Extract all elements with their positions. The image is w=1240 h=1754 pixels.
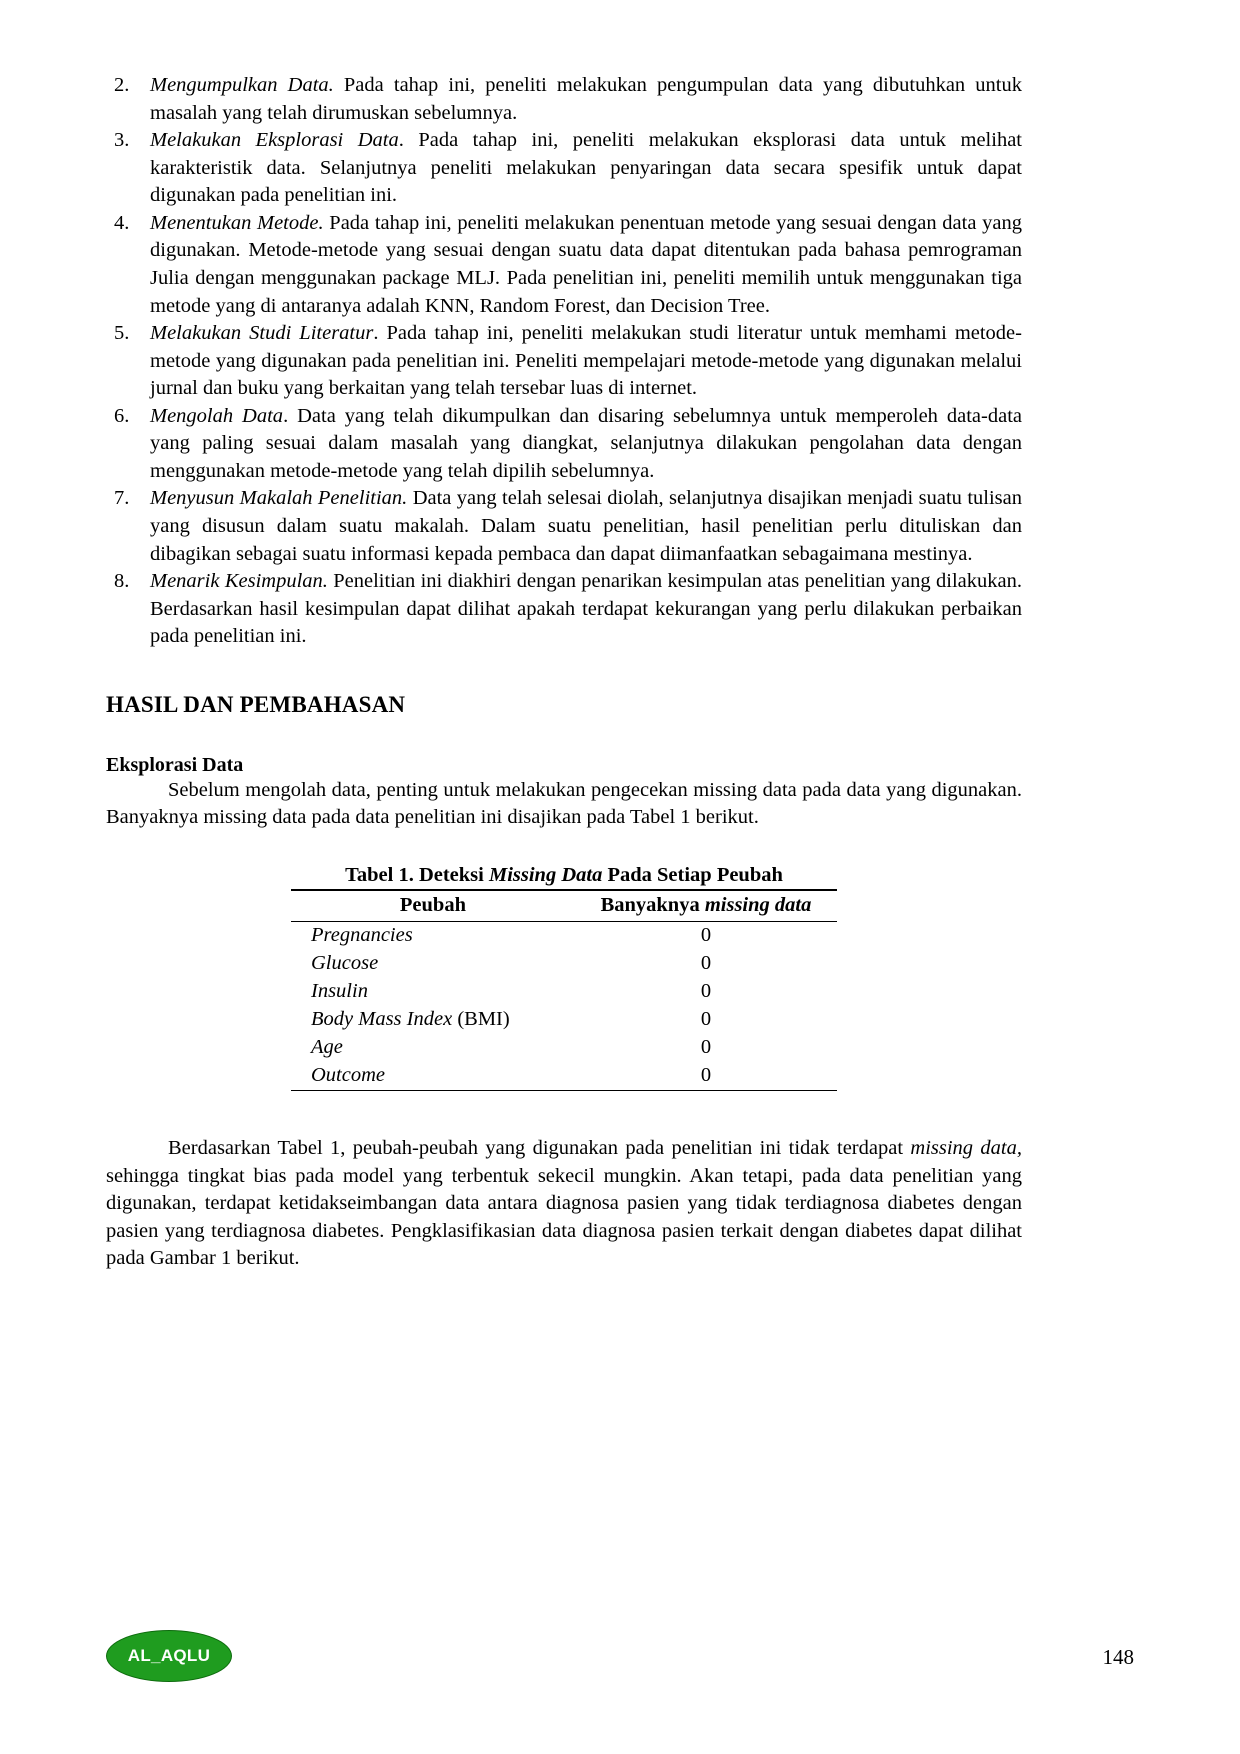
table-row — [291, 950, 837, 978]
cell-variable — [291, 921, 575, 950]
section-heading: HASIL DAN PEMBAHASAN — [106, 691, 406, 717]
table-row — [291, 1034, 837, 1062]
table-row — [291, 1062, 837, 1091]
closing-paragraph-part2: sehingga tingkat bias pada model yang terbentuk sekecil mungkin. Akan tetapi, pada data penelitian yang digunakan, terdapat ketidakseimbangan data antara diagnosa pasien yang tidak terdiagnosa diabetes dengan pasien yang terdiagnosa diabetes. Pengklasifikasian data diagnosa pasien terkait dengan diabetes dapat dilihat pada Gambar 1 berikut. — [106, 1164, 1022, 1270]
table-head — [291, 891, 837, 922]
table-caption-prefix: Tabel 1. Deteksi — [345, 863, 489, 886]
list-item-number: 8. — [114, 570, 130, 593]
table-header-row — [291, 891, 837, 922]
list-item-number: 4. — [114, 211, 130, 234]
table-caption-suffix: Pada Setiap Peubah — [602, 863, 783, 886]
list-item-text: . Pada tahap ini, peneliti melakukan eksplorasi data untuk melihat karakteristik data. Selanjutnya peneliti melakukan penyaringan data secara spesifik untuk dapat digunakan pada penelitian ini. — [150, 129, 1022, 207]
table-row — [291, 921, 837, 950]
list-item — [106, 568, 1022, 651]
cell-variable-suffix: (BMI) — [452, 1007, 510, 1030]
list-item-number: 5. — [114, 322, 130, 345]
list-item-text: Pada tahap ini, peneliti melakukan penentuan metode yang sesuai dengan data yang digunakan. Metode-metode yang sesuai dengan suatu data dapat ditentukan pada bahasa pemrograman Julia dengan menggunakan package MLJ. Pada penelitian ini, peneliti memilih untuk menggunakan tiga metode yang di antaranya adalah KNN, Random Forest, dan Decision Tree. — [150, 211, 1022, 317]
column-header-count-italic: missing data — [704, 893, 812, 916]
cell-count: 0 — [700, 1007, 712, 1030]
list-item-term: Menentukan Metode. — [150, 211, 324, 234]
column-header-count-prefix: Banyaknya — [600, 893, 705, 916]
list-item-term: Mengumpulkan Data. — [150, 74, 334, 96]
subsection-heading: Eksplorasi Data — [106, 753, 244, 776]
list-item-term: Melakukan Eksplorasi Data — [150, 129, 399, 152]
list-item-text: . Data yang telah dikumpulkan dan disaring sebelumnya untuk memperoleh data-data yang paling sesuai dalam masalah yang diangkat, selanjutnya dilakukan pengolahan data dengan menggunakan metode-metode yang telah dipilih sebelumnya. — [150, 404, 1022, 482]
cell-variable-name: Pregnancies — [311, 923, 413, 946]
list-item-text: . Pada tahap ini, peneliti melakukan studi literatur untuk memhami metode-metode yang digunakan pada penelitian ini. Peneliti mempelajari metode-metode yang digunakan melalui jurnal dan buku yang berkaitan yang telah tersebar luas di internet. — [150, 322, 1022, 400]
cell-count: 0 — [700, 923, 712, 946]
methodology-steps-list — [106, 72, 1022, 651]
table-body — [291, 921, 837, 1090]
list-item-number: 6. — [114, 404, 130, 427]
list-item-number: 2. — [114, 74, 130, 96]
list-item-number: 7. — [114, 487, 130, 510]
list-item-number: 3. — [114, 129, 130, 152]
cell-variable-name: Glucose — [311, 951, 379, 974]
cell-variable-name: Age — [311, 1035, 343, 1058]
cell-variable — [291, 950, 575, 978]
missing-data-table — [291, 864, 837, 1091]
list-item — [106, 403, 1022, 486]
closing-paragraph-part1: Berdasarkan Tabel 1, peubah-peubah yang digunakan pada penelitian ini tidak terdapat — [168, 1136, 911, 1159]
publisher-logo-label: AL_AQLU — [127, 1646, 211, 1665]
publisher-logo — [106, 1630, 232, 1682]
list-item-term: Menyusun Makalah Penelitian. — [150, 487, 408, 510]
table-row — [291, 1006, 837, 1034]
column-header-variable: Peubah — [291, 891, 575, 922]
closing-paragraph-italic: missing data, — [910, 1136, 1022, 1159]
cell-variable-name: Body Mass Index — [311, 1007, 453, 1030]
cell-count: 0 — [700, 979, 712, 1002]
list-item — [106, 127, 1022, 210]
list-item-term: Menarik Kesimpulan. — [150, 570, 328, 593]
column-header-count — [575, 891, 837, 922]
list-item-text: Data yang telah selesai diolah, selanjutnya disajikan menjadi suatu tulisan yang disusun dalam suatu makalah. Dalam suatu penelitian, hasil penelitian perlu dituliskan dan dibagikan sebagai suatu informasi kepada pembaca dan dapat diimanfaatkan sebagaimana mestinya. — [150, 487, 1022, 565]
list-item — [106, 72, 1022, 127]
list-item-term: Melakukan Studi Literatur — [150, 322, 374, 345]
list-item-text: Pada tahap ini, peneliti melakukan pengumpulan data yang dibutuhkan untuk masalah yang telah dirumuskan sebelumnya. — [150, 74, 1022, 124]
page-footer — [0, 1622, 1240, 1682]
table-caption — [291, 864, 837, 891]
list-item — [106, 320, 1022, 403]
cell-variable-name: Outcome — [311, 1063, 386, 1086]
cell-count: 0 — [575, 1062, 837, 1091]
page-number: 148 — [1102, 1645, 1134, 1669]
closing-paragraph — [106, 1135, 1022, 1273]
list-item — [106, 485, 1022, 568]
cell-variable — [291, 1062, 575, 1091]
list-item-text: Penelitian ini diakhiri dengan penarikan kesimpulan atas penelitian yang dilakukan. Berdasarkan hasil kesimpulan dapat dilihat apakah terdapat kekurangan yang perlu dilakukan perbaikan pada penelitian ini. — [150, 570, 1022, 648]
list-item-term: Mengolah Data — [150, 404, 284, 427]
table-caption-italic: Missing Data — [488, 863, 603, 886]
list-item — [106, 210, 1022, 320]
cell-count: 0 — [700, 1035, 712, 1058]
page-content — [106, 72, 1022, 1273]
cell-variable — [291, 1034, 575, 1062]
cell-count: 0 — [700, 951, 712, 974]
table-container — [291, 864, 837, 1091]
table-row — [291, 978, 837, 1006]
cell-variable — [291, 978, 575, 1006]
intro-paragraph: Sebelum mengolah data, penting untuk melakukan pengecekan missing data pada data yang digunakan. Banyaknya missing data pada data penelitian ini disajikan pada Tabel 1 berikut. — [106, 778, 1022, 829]
cell-variable — [291, 1006, 575, 1034]
cell-variable-name: Insulin — [311, 979, 368, 1002]
